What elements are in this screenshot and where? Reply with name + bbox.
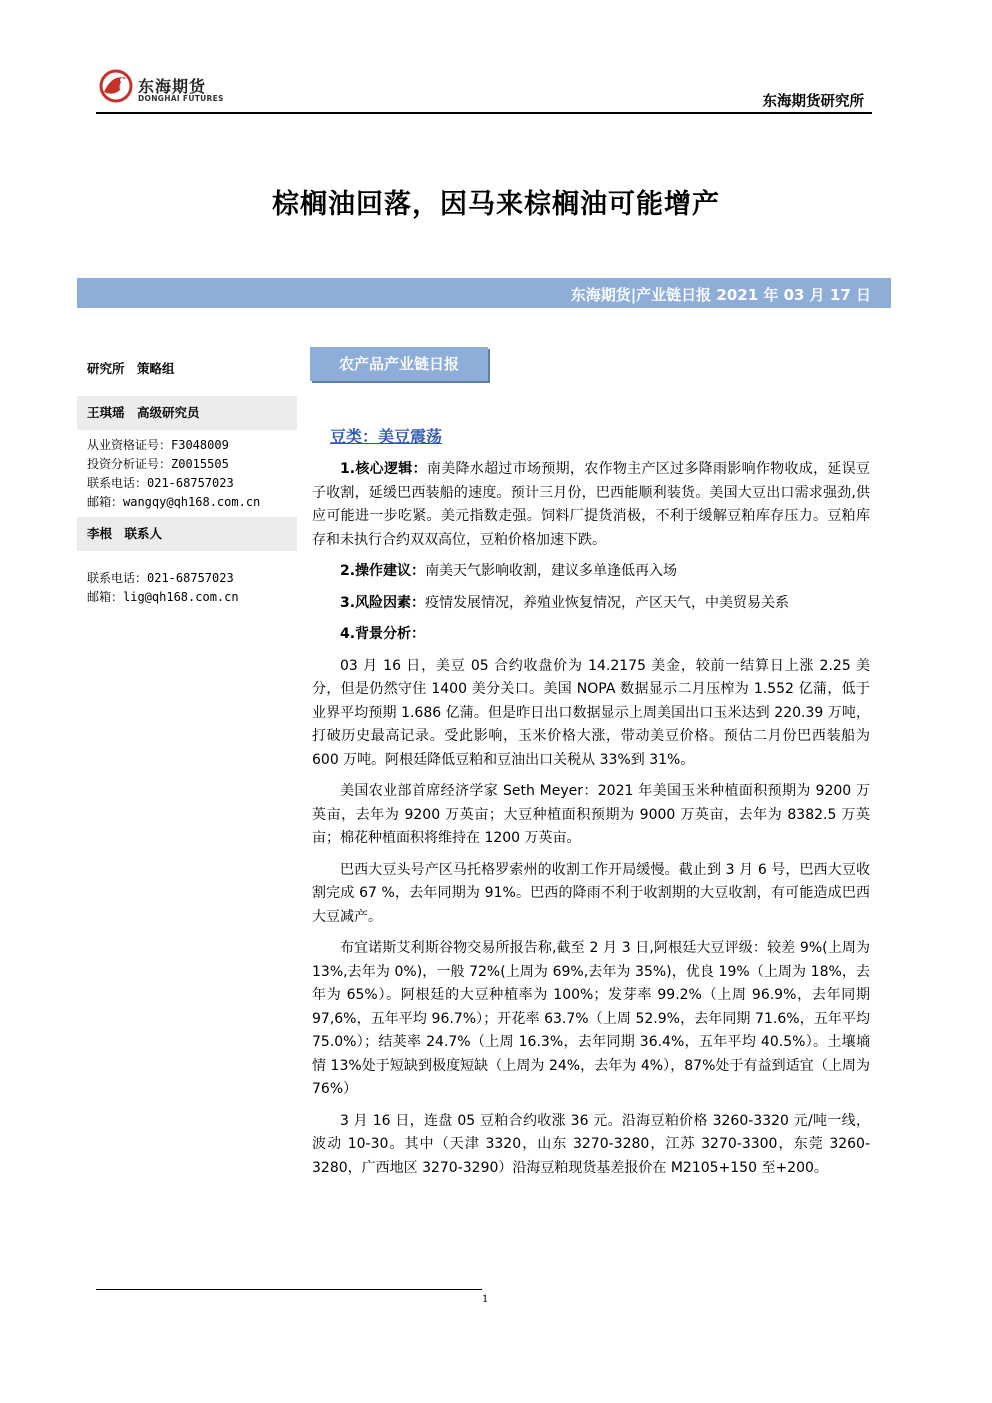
paragraph: 巴西大豆头号产区马托格罗索州的收割工作开局缓慢。截止到 3 月 6 号，巴西大豆收割完成 67 %，去年同期为 91%。巴西的降雨不利于收割期的大豆收割，有可能造成巴西大豆减产。 xyxy=(312,861,870,925)
footer-divider xyxy=(96,1289,482,1290)
analyst-phone: 联系电话：021-68757023 xyxy=(87,571,234,585)
core-logic: 1.核心逻辑：南美降水超过市场预期，农作物主产区过多降雨影响作物收成，延误豆子收割，延缓巴西装船的速度。预计三月份，巴西能顺利装货。美国大豆出口需求强劲,供应可能进一步吃紧。美元指数走强。饲料厂提货消极，不利于缓解豆粕库存压力。豆粕库存和未执行合约双双高位，豆粕价格加速下跌。 xyxy=(312,461,871,548)
analyst-cert: 从业资格证号：F3048009 xyxy=(87,438,229,452)
background-heading: 4.背景分析： xyxy=(340,626,426,642)
banner-text: 东海期货|产业链日报 2021 年 03 月 17 日 xyxy=(570,286,871,304)
page-number: 1 xyxy=(482,1294,489,1305)
header-divider xyxy=(96,112,872,114)
dragon-logo-icon xyxy=(96,66,136,106)
section-tag: 农产品产业链日报 xyxy=(310,347,488,381)
sidebar xyxy=(77,352,297,386)
logo-text-cn: 东海期货 xyxy=(138,77,207,96)
paragraph: 美国农业部首席经济学家 Seth Meyer：2021 年美国玉米种植面积预期为 9200 万英亩，去年为 9200 万英亩；大豆种植面积预期为 9000 万英亩，去年为 8382.5 万英亩；棉花种植面积将维持在 1200 万英亩。 xyxy=(312,783,870,846)
paragraph: 3 月 16 日，连盘 05 豆粕合约收涨 36 元。沿海豆粕价格 3260-3320 元/吨一线，波动 10-30。其中（天津 3320，山东 3270-3280，江苏 3270-3300，东莞 3260-3280，广西地区 3270-3290）沿海豆粕现货基差报价在 M2105+150 至+200。 xyxy=(312,1112,870,1176)
analyst-card-1 xyxy=(77,396,297,512)
analyst-phone: 联系电话：021-68757023 xyxy=(87,476,234,490)
paragraph: 布宜诺斯艾利斯谷物交易所报告称,截至 2 月 3 日,阿根廷大豆评级：较差 9%(上周为 13%,去年为 0%)，一般 72%(上周为 69%,去年为 35%)，优良 19%（上周为 18%，去年为 65%）。阿根廷的大豆种植率为 100%；发芽率 99.2%（上周 96.9%，去年同期 97,6%，五年平均 96.7%）；开花率 63.7%（上周 52.9%，去年同期 71.6%，五年平均 75.0%）；结荚率 24.7%（上周 16.3%，去年同期 36.4%，五年平均 40.5%）。土壤墒情 13%处于短缺到极度短缺（上周为 24%，去年为 4%），87%处于有益到适宜（上周为 76%） xyxy=(312,940,870,1097)
analyst-name: 李根 联系人 xyxy=(77,517,297,551)
analyst-card-2 xyxy=(77,517,297,607)
date-banner xyxy=(77,278,891,308)
analyst-name: 王琪瑶 高级研究员 xyxy=(77,396,297,430)
dept-label: 研究所 策略组 xyxy=(87,361,175,376)
analyst-cert: 投资分析证号：Z0015505 xyxy=(87,457,229,471)
company-logo xyxy=(96,66,236,110)
analyst-email[interactable]: 邮箱：wangqy@qh168.com.cn xyxy=(87,495,261,509)
institute-name: 东海期货研究所 xyxy=(762,94,864,110)
section-subhead: 豆类：美豆震荡 xyxy=(330,427,443,446)
logo-text-en: DONGHAI FUTURES xyxy=(138,94,224,103)
analyst-email[interactable]: 邮箱：lig@qh168.com.cn xyxy=(87,590,239,604)
report-title: 棕榈油回落，因马来棕榈油可能增产 xyxy=(272,189,720,220)
suggestion: 2.操作建议：南美天气影响收割，建议多单逢低再入场 xyxy=(340,563,678,579)
paragraph: 03 月 16 日，美豆 05 合约收盘价为 14.2175 美金，较前一结算日上涨 2.25 美分，但是仍然守住 1400 美分关口。美国 NOPA 数据显示二月压榨为 1.552 亿蒲，低于业界平均预期 1.686 亿蒲。但是昨日出口数据显示上周美国出口玉米达到 220.39 万吨，打破历史最高记录。受此影响，玉米价格大涨，带动美豆价格。预估二月份巴西装船为 600 万吨。阿根廷降低豆粕和豆油出口关税从 33%到 31%。 xyxy=(312,657,870,768)
risk-factors: 3.风险因素：疫情发展情况，养殖业恢复情况，产区天气，中美贸易关系 xyxy=(340,594,790,611)
report-body xyxy=(312,458,870,1180)
